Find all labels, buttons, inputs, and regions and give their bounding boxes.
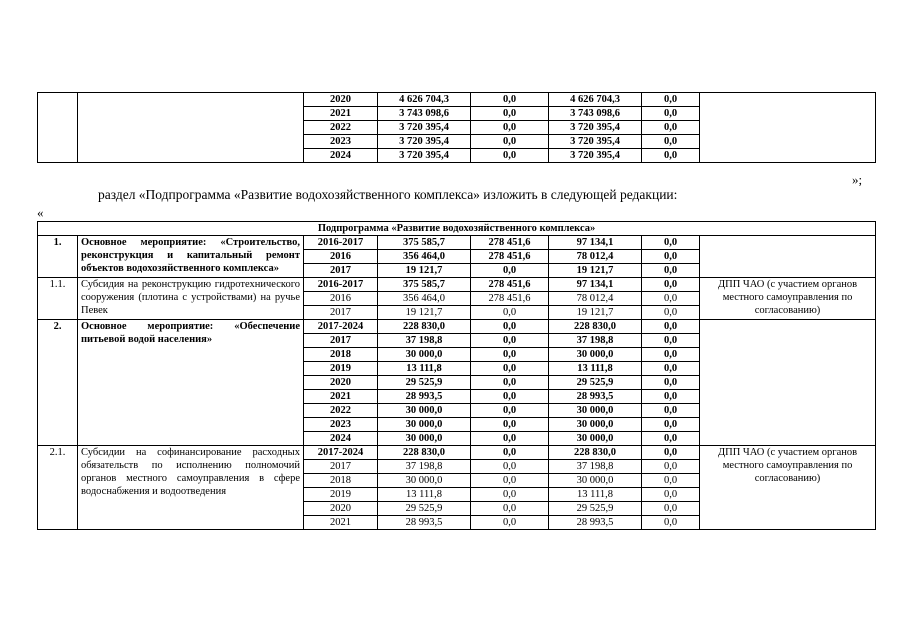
year-cell: 2018 bbox=[304, 474, 378, 488]
source-a-cell: 0,0 bbox=[471, 474, 549, 488]
source-b-cell: 30 000,0 bbox=[549, 474, 642, 488]
source-a-cell: 0,0 bbox=[471, 460, 549, 474]
year-cell: 2016-2017 bbox=[304, 236, 378, 250]
source-c-cell: 0,0 bbox=[642, 516, 700, 530]
source-b-cell: 28 993,5 bbox=[549, 516, 642, 530]
source-b-cell: 3 720 395,4 bbox=[549, 149, 642, 163]
total-cell: 13 111,8 bbox=[378, 488, 471, 502]
subprogram-header-row bbox=[38, 222, 876, 236]
total-cell: 19 121,7 bbox=[378, 306, 471, 320]
source-b-cell: 3 720 395,4 bbox=[549, 135, 642, 149]
total-cell: 3 743 098,6 bbox=[378, 107, 471, 121]
year-cell: 2020 bbox=[304, 376, 378, 390]
source-c-cell: 0,0 bbox=[642, 149, 700, 163]
source-b-cell: 19 121,7 bbox=[549, 264, 642, 278]
source-c-cell: 0,0 bbox=[642, 404, 700, 418]
year-cell: 2017 bbox=[304, 460, 378, 474]
source-a-cell: 0,0 bbox=[471, 502, 549, 516]
source-b-cell: 3 743 098,6 bbox=[549, 107, 642, 121]
source-a-cell: 0,0 bbox=[471, 320, 549, 334]
source-b-cell: 37 198,8 bbox=[549, 334, 642, 348]
table-row bbox=[38, 320, 876, 334]
source-c-cell: 0,0 bbox=[642, 278, 700, 292]
source-c-cell: 0,0 bbox=[642, 348, 700, 362]
year-cell: 2017 bbox=[304, 264, 378, 278]
year-cell: 2017-2024 bbox=[304, 446, 378, 460]
year-cell: 2017-2024 bbox=[304, 320, 378, 334]
source-b-cell: 78 012,4 bbox=[549, 292, 642, 306]
total-cell: 29 525,9 bbox=[378, 502, 471, 516]
table-row bbox=[38, 278, 876, 292]
year-cell: 2019 bbox=[304, 488, 378, 502]
total-cell: 30 000,0 bbox=[378, 404, 471, 418]
source-c-cell: 0,0 bbox=[642, 390, 700, 404]
item-description: Основное мероприятие: «Обеспечение питьевой водой населения» bbox=[78, 320, 304, 446]
description-cell bbox=[78, 93, 304, 163]
source-c-cell: 0,0 bbox=[642, 418, 700, 432]
table-row bbox=[38, 236, 876, 250]
executor-cell: ДПП ЧАО (с участием органов местного самоуправления по согласованию) bbox=[700, 446, 876, 530]
year-cell: 2021 bbox=[304, 516, 378, 530]
source-b-cell: 19 121,7 bbox=[549, 306, 642, 320]
source-a-cell: 278 451,6 bbox=[471, 236, 549, 250]
opening-quote: « bbox=[37, 205, 44, 220]
executor-cell bbox=[700, 320, 876, 446]
source-a-cell: 0,0 bbox=[471, 121, 549, 135]
source-a-cell: 0,0 bbox=[471, 306, 549, 320]
subprogram-header: Подпрограмма «Развитие водохозяйственного комплекса» bbox=[38, 222, 876, 236]
source-b-cell: 78 012,4 bbox=[549, 250, 642, 264]
source-a-cell: 0,0 bbox=[471, 488, 549, 502]
source-b-cell: 4 626 704,3 bbox=[549, 93, 642, 107]
source-a-cell: 0,0 bbox=[471, 404, 549, 418]
year-cell: 2023 bbox=[304, 418, 378, 432]
year-cell: 2021 bbox=[304, 107, 378, 121]
year-cell: 2023 bbox=[304, 135, 378, 149]
source-c-cell: 0,0 bbox=[642, 250, 700, 264]
table-row bbox=[38, 446, 876, 460]
total-cell: 3 720 395,4 bbox=[378, 149, 471, 163]
source-a-cell: 0,0 bbox=[471, 348, 549, 362]
source-a-cell: 0,0 bbox=[471, 390, 549, 404]
source-b-cell: 13 111,8 bbox=[549, 488, 642, 502]
source-c-cell: 0,0 bbox=[642, 320, 700, 334]
source-a-cell: 0,0 bbox=[471, 516, 549, 530]
source-a-cell: 0,0 bbox=[471, 432, 549, 446]
total-cell: 356 464,0 bbox=[378, 250, 471, 264]
item-number: 1.1. bbox=[38, 278, 78, 320]
source-b-cell: 28 993,5 bbox=[549, 390, 642, 404]
instruction-text: раздел «Подпрограмма «Развитие водохозяйственного комплекса» изложить в следующей редакции: bbox=[98, 187, 678, 202]
source-b-cell: 13 111,8 bbox=[549, 362, 642, 376]
item-description: Субсидии на софинансирование расходных обязательств по исполнению полномочий органов местного самоуправления в сфере водоснабжения и водоотведения bbox=[78, 446, 304, 530]
source-b-cell: 97 134,1 bbox=[549, 236, 642, 250]
source-b-cell: 30 000,0 bbox=[549, 432, 642, 446]
year-cell: 2019 bbox=[304, 362, 378, 376]
item-number: 2. bbox=[38, 320, 78, 446]
source-c-cell: 0,0 bbox=[642, 446, 700, 460]
source-b-cell: 30 000,0 bbox=[549, 404, 642, 418]
source-c-cell: 0,0 bbox=[642, 121, 700, 135]
source-a-cell: 0,0 bbox=[471, 264, 549, 278]
executor-cell bbox=[700, 236, 876, 278]
source-c-cell: 0,0 bbox=[642, 93, 700, 107]
source-c-cell: 0,0 bbox=[642, 264, 700, 278]
source-c-cell: 0,0 bbox=[642, 474, 700, 488]
source-c-cell: 0,0 bbox=[642, 236, 700, 250]
source-a-cell: 278 451,6 bbox=[471, 250, 549, 264]
source-b-cell: 29 525,9 bbox=[549, 376, 642, 390]
source-b-cell: 29 525,9 bbox=[549, 502, 642, 516]
source-c-cell: 0,0 bbox=[642, 135, 700, 149]
source-c-cell: 0,0 bbox=[642, 376, 700, 390]
source-a-cell: 278 451,6 bbox=[471, 278, 549, 292]
year-cell: 2017 bbox=[304, 306, 378, 320]
source-a-cell: 0,0 bbox=[471, 446, 549, 460]
source-b-cell: 37 198,8 bbox=[549, 460, 642, 474]
total-cell: 29 525,9 bbox=[378, 376, 471, 390]
source-c-cell: 0,0 bbox=[642, 306, 700, 320]
year-cell: 2018 bbox=[304, 348, 378, 362]
total-cell: 356 464,0 bbox=[378, 292, 471, 306]
source-c-cell: 0,0 bbox=[642, 502, 700, 516]
source-b-cell: 30 000,0 bbox=[549, 348, 642, 362]
source-b-cell: 228 830,0 bbox=[549, 320, 642, 334]
total-cell: 30 000,0 bbox=[378, 348, 471, 362]
item-description: Субсидия на реконструкцию гидротехнического сооружения (плотина с устройствами) на ручье Певек bbox=[78, 278, 304, 320]
year-cell: 2016 bbox=[304, 250, 378, 264]
total-cell: 4 626 704,3 bbox=[378, 93, 471, 107]
year-cell: 2024 bbox=[304, 432, 378, 446]
total-cell: 375 585,7 bbox=[378, 278, 471, 292]
table-row bbox=[38, 93, 876, 107]
closing-quote: »; bbox=[852, 172, 863, 187]
total-cell: 28 993,5 bbox=[378, 516, 471, 530]
year-cell: 2020 bbox=[304, 93, 378, 107]
source-a-cell: 0,0 bbox=[471, 376, 549, 390]
total-cell: 228 830,0 bbox=[378, 320, 471, 334]
source-a-cell: 278 451,6 bbox=[471, 292, 549, 306]
source-b-cell: 30 000,0 bbox=[549, 418, 642, 432]
source-c-cell: 0,0 bbox=[642, 107, 700, 121]
source-a-cell: 0,0 bbox=[471, 107, 549, 121]
top-table bbox=[37, 92, 876, 163]
source-c-cell: 0,0 bbox=[642, 362, 700, 376]
item-number: 2.1. bbox=[38, 446, 78, 530]
source-a-cell: 0,0 bbox=[471, 135, 549, 149]
total-cell: 30 000,0 bbox=[378, 474, 471, 488]
total-cell: 375 585,7 bbox=[378, 236, 471, 250]
total-cell: 3 720 395,4 bbox=[378, 121, 471, 135]
source-c-cell: 0,0 bbox=[642, 432, 700, 446]
total-cell: 30 000,0 bbox=[378, 432, 471, 446]
year-cell: 2016 bbox=[304, 292, 378, 306]
total-cell: 37 198,8 bbox=[378, 334, 471, 348]
source-a-cell: 0,0 bbox=[471, 362, 549, 376]
year-cell: 2020 bbox=[304, 502, 378, 516]
year-cell: 2022 bbox=[304, 121, 378, 135]
item-number: 1. bbox=[38, 236, 78, 278]
source-a-cell: 0,0 bbox=[471, 149, 549, 163]
source-b-cell: 97 134,1 bbox=[549, 278, 642, 292]
year-cell: 2017 bbox=[304, 334, 378, 348]
executor-cell bbox=[700, 93, 876, 163]
source-a-cell: 0,0 bbox=[471, 418, 549, 432]
source-b-cell: 228 830,0 bbox=[549, 446, 642, 460]
source-a-cell: 0,0 bbox=[471, 334, 549, 348]
source-c-cell: 0,0 bbox=[642, 292, 700, 306]
year-cell: 2016-2017 bbox=[304, 278, 378, 292]
year-cell: 2021 bbox=[304, 390, 378, 404]
subprogram-table bbox=[37, 221, 876, 530]
total-cell: 28 993,5 bbox=[378, 390, 471, 404]
total-cell: 19 121,7 bbox=[378, 264, 471, 278]
source-a-cell: 0,0 bbox=[471, 93, 549, 107]
executor-cell: ДПП ЧАО (с участием органов местного самоуправления по согласованию) bbox=[700, 278, 876, 320]
source-b-cell: 3 720 395,4 bbox=[549, 121, 642, 135]
total-cell: 30 000,0 bbox=[378, 418, 471, 432]
source-c-cell: 0,0 bbox=[642, 334, 700, 348]
num-cell bbox=[38, 93, 78, 163]
total-cell: 13 111,8 bbox=[378, 362, 471, 376]
total-cell: 37 198,8 bbox=[378, 460, 471, 474]
source-c-cell: 0,0 bbox=[642, 488, 700, 502]
year-cell: 2022 bbox=[304, 404, 378, 418]
item-description: Основное мероприятие: «Строительство, реконструкция и капитальный ремонт объектов водохозяйственного комплекса» bbox=[78, 236, 304, 278]
year-cell: 2024 bbox=[304, 149, 378, 163]
total-cell: 228 830,0 bbox=[378, 446, 471, 460]
source-c-cell: 0,0 bbox=[642, 460, 700, 474]
total-cell: 3 720 395,4 bbox=[378, 135, 471, 149]
